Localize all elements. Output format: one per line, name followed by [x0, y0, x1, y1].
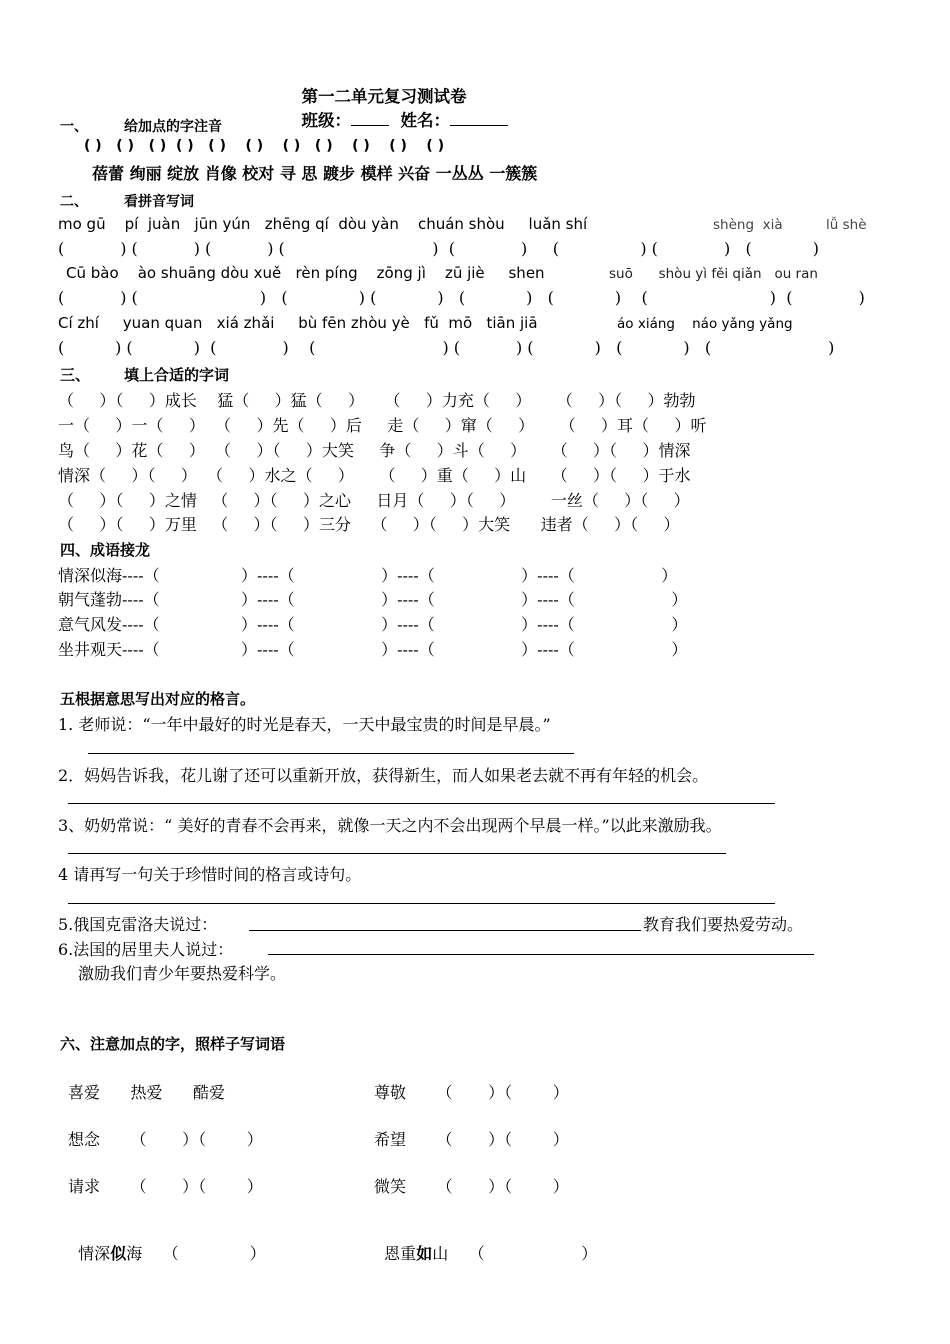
answer-line-4[interactable] — [68, 903, 775, 904]
s2-pinyin-row2b: suō shòu yì fěi qiǎn ou ran — [609, 266, 818, 282]
s5-q1: 1. 老师说：“一年中最好的时光是春天，一天中最宝贵的时间是早晨。” — [58, 715, 551, 734]
s4-row[interactable]: 朝气蓬勃----（ ）----（ ）----（ ）----（ ） — [58, 590, 688, 609]
s3-row[interactable]: 鸟（ ）花（ ） （ ）（ ）大笑 争（ ）斗（ ） （ ）（ ）情深 — [58, 441, 691, 460]
s2-blank-row1[interactable]: ( ) ( ) ( ) ( ) ( ) ( ) ( ) ( ) — [58, 239, 820, 258]
s6-last-left-paren[interactable]: （ ） — [162, 1244, 266, 1263]
s5-q6-prefix: 6.法国的居里夫人说过： — [58, 940, 234, 959]
s1-parens[interactable]: ( ) ( ) ( ) ( ) ( ) ( ) ( ) ( ) ( ) ( ) ( ) — [84, 138, 445, 154]
title-text: 第一二单元复习测试卷 — [301, 87, 467, 106]
s1-heading: 给加点的字注音 — [124, 119, 222, 135]
s5-q3: 3、奶奶常说：“ 美好的青春不会再来，就像一天之内不会出现两个早晨一样。”以此来激励我。 — [58, 816, 722, 835]
s4-row[interactable]: 情深似海----（ ）----（ ）----（ ）----（ ） — [58, 566, 678, 585]
s5-heading: 五根据意思写出对应的格言。 — [60, 690, 256, 708]
s2-pinyin-row3: Cí zhí yuan quan xiá zhǎi bù fēn zhòu yè fǔ mō tiān jiā — [58, 314, 538, 332]
s3-row[interactable]: （ ）（ ）之情 （ ）（ ）之心 日月（ ）（ ） 一丝（ ）（ ） — [58, 491, 690, 510]
s2-pinyin-row1b: shèng xià — [713, 217, 783, 233]
s6-row-left: 喜爱 热爱 酷爱 — [68, 1083, 226, 1102]
s6-row-right[interactable]: 尊敬 （ ）（ ） — [374, 1083, 569, 1102]
s5-q4: 4 请再写一句关于珍惜时间的格言或诗句。 — [58, 865, 362, 884]
class-label: 班级： — [301, 111, 351, 130]
answer-line-5[interactable] — [249, 930, 641, 931]
s2-pinyin-row3b: áo xiáng náo yǎng yǎng — [617, 316, 793, 332]
s2-pinyin-row2: Cū bào ào shuāng dòu xuě rèn píng zōng jì zū jiè shen — [66, 264, 545, 282]
s6-row-left[interactable]: 请求 （ ）（ ） — [68, 1177, 263, 1196]
s5-q6-suffix: 激励我们青少年要热爱科学。 — [78, 964, 287, 983]
answer-line-6[interactable] — [268, 954, 814, 955]
s4-row[interactable]: 意气风发----（ ）----（ ）----（ ）----（ ） — [58, 615, 688, 634]
s5-q5-prefix: 5.俄国克雷洛夫说过： — [58, 915, 218, 934]
s6-last-right-highlight: 如 — [416, 1244, 433, 1263]
s2-blank-row2[interactable]: ( ) ( ) ( ) ( ) ( ) ( ) ( ) ( ) — [58, 288, 865, 307]
s6-last-left-a: 情深 — [78, 1244, 111, 1263]
s2-heading: 看拼音写词 — [124, 194, 194, 210]
s1-words: 蓓蕾 绚丽 绽放 肖像 校对 寻 思 踱步 模样 兴奋 一丛丛 一簇簇 — [92, 164, 538, 183]
s6-row-right[interactable]: 微笑 （ ）（ ） — [374, 1177, 569, 1196]
page-title — [290, 64, 508, 131]
s5-q2: 2．妈妈告诉我，花儿谢了还可以重新开放，获得新生，而人如果老去就不再有年轻的机会。 — [58, 766, 709, 785]
s2-pinyin-row1: mo gū pí juàn jūn yún zhēng qí dòu yàn chuán shòu luǎn shí — [58, 215, 588, 233]
s6-row-left[interactable]: 想念 （ ）（ ） — [68, 1130, 263, 1149]
answer-line-2[interactable] — [68, 803, 775, 804]
s3-heading: 填上合适的字词 — [124, 366, 230, 384]
s4-heading: 四、成语接龙 — [60, 541, 151, 559]
name-label: 姓名： — [400, 111, 450, 130]
s1-number: 一、 — [60, 119, 88, 135]
s3-row[interactable]: （ ）（ ）万里 （ ）（ ）三分 （ ）（ ）大笑 违者（ ）（ ） — [58, 515, 680, 534]
s6-heading: 六、注意加点的字，照样子写词语 — [60, 1035, 286, 1053]
s6-last-right-a: 恩重 — [384, 1244, 417, 1263]
answer-line-3[interactable] — [68, 853, 726, 854]
s2-number: 二、 — [60, 194, 88, 210]
s3-row[interactable]: （ ）（ ）成长 猛（ ）猛（ ） （ ）力充（ ） （ ）（ ）勃勃 — [58, 391, 696, 410]
s6-row-right[interactable]: 希望 （ ）（ ） — [374, 1130, 569, 1149]
s2-blank-row3[interactable]: ( ) ( ) ( ) ( ) ( ) ( ) ( ) ( ) — [58, 338, 835, 357]
s2-pinyin-row1c: lǚ shè — [826, 217, 867, 233]
class-blank[interactable] — [351, 111, 389, 126]
s6-last-left-highlight: 似 — [110, 1244, 127, 1263]
answer-line-1[interactable] — [88, 753, 574, 754]
s6-last-right[interactable] — [374, 1222, 597, 1264]
s6-last-right-paren[interactable]: （ ） — [468, 1244, 598, 1263]
s6-last-left[interactable] — [68, 1222, 266, 1264]
s3-row[interactable]: 一（ ）一（ ） （ ）先（ ）后 走（ ）窜（ ） （ ）耳（ ）听 — [58, 416, 707, 435]
s3-row[interactable]: 情深（ ）（ ） （ ）水之（ ） （ ）重（ ）山 （ ）（ ）于水 — [58, 466, 691, 485]
s5-q5-suffix: 教育我们要热爱劳动。 — [643, 915, 804, 934]
name-blank[interactable] — [450, 111, 508, 126]
s3-number: 三、 — [60, 366, 91, 384]
s6-last-left-c: 海 — [126, 1244, 143, 1263]
s6-last-right-c: 山 — [432, 1244, 449, 1263]
s4-row[interactable]: 坐井观天----（ ）----（ ）----（ ）----（ ） — [58, 640, 688, 659]
